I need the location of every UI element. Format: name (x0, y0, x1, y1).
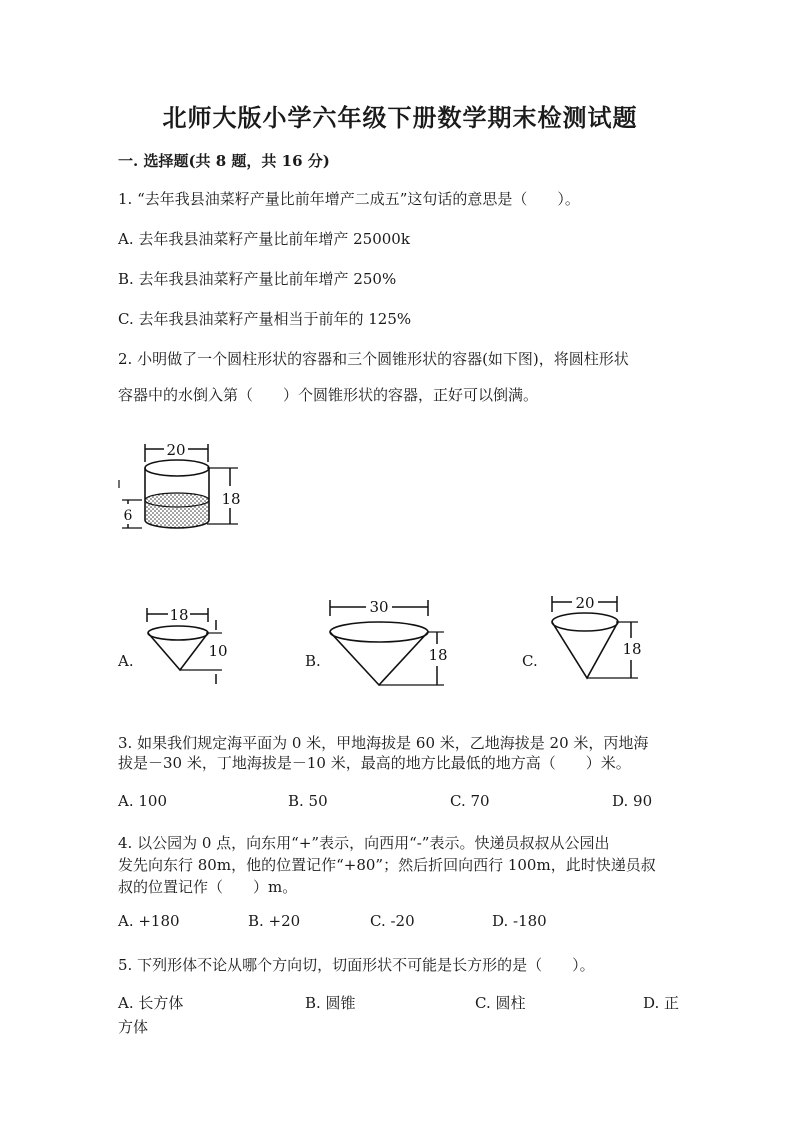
question-1-stem: 1. “去年我县油菜籽产量比前年增产二成五”这句话的意思是（ ）。 (118, 190, 580, 208)
question-3-stem-line-1: 3. 如果我们规定海平面为 0 米，甲地海拔是 60 米，乙地海拔是 20 米，丙地海 (118, 734, 649, 752)
cylinder-height-label: 18 (221, 490, 241, 508)
cylinder-water-label: 6 (123, 508, 133, 524)
cone-a-diameter-label: 18 (169, 606, 189, 624)
cylinder-diameter-label: 20 (166, 441, 186, 459)
question-2-stem-line-2: 容器中的水倒入第（ ）个圆锥形状的容器，正好可以倒满。 (118, 386, 539, 404)
cone-c-diameter-label: 20 (575, 594, 595, 612)
page-title: 北师大版小学六年级下册数学期末检测试题 (162, 103, 638, 132)
question-5-stem: 5. 下列形体不论从哪个方向切，切面形状不可能是长方形的是（ ）。 (118, 956, 595, 974)
question-4-option-b: B. +20 (248, 912, 301, 930)
cone-a-height-label: 10 (208, 642, 228, 660)
section-heading: 一. 选择题(共 8 题，共 16 分) (118, 152, 330, 170)
question-4-stem-line-2: 发先向东行 80m，他的位置记作“+80”；然后折回向西行 100m，此时快递员叔 (118, 856, 656, 874)
cone-a-figure (140, 604, 240, 688)
question-5-option-d: D. 正 (643, 994, 680, 1012)
question-4-stem-line-1: 4. 以公园为 0 点，向东用“+”表示，向西用“-”表示。快递员叔叔从公园出 (118, 834, 610, 852)
question-4-option-c: C. -20 (370, 912, 415, 930)
question-4-stem-line-3: 叔的位置记作（ ）m。 (118, 878, 298, 896)
cone-c-option-label: C. (522, 652, 538, 670)
question-4-option-d: D. -180 (492, 912, 547, 930)
question-3-option-a: A. 100 (118, 792, 167, 810)
cone-b-diameter-label: 30 (369, 598, 389, 616)
question-3-option-b: B. 50 (288, 792, 328, 810)
cone-a-option-label: A. (118, 652, 134, 670)
question-1-option-a: A. 去年我县油菜籽产量比前年增产 25000k (118, 230, 410, 248)
cone-c-height-label: 18 (622, 640, 642, 658)
cone-b-figure (326, 596, 456, 688)
question-5-option-b: B. 圆锥 (305, 994, 356, 1012)
question-5-option-c: C. 圆柱 (475, 994, 526, 1012)
question-3-stem-line-2: 拔是－30 米，丁地海拔是－10 米，最高的地方比最低的地方高（ ）米。 (118, 754, 631, 772)
question-1-option-c: C. 去年我县油菜籽产量相当于前年的 125% (118, 310, 412, 328)
question-5-option-d-wrap: 方体 (118, 1018, 149, 1036)
cone-b-height-label: 18 (428, 646, 448, 664)
question-2-stem-line-1: 2. 小明做了一个圆柱形状的容器和三个圆锥形状的容器(如下图)，将圆柱形状 (118, 350, 629, 368)
question-3-option-d: D. 90 (612, 792, 653, 810)
question-3-option-c: C. 70 (450, 792, 490, 810)
question-4-option-a: A. +180 (118, 912, 180, 930)
cylinder-figure (118, 438, 278, 548)
cone-c-figure (546, 592, 656, 684)
question-5-option-a: A. 长方体 (118, 994, 184, 1012)
cone-b-option-label: B. (305, 652, 321, 670)
question-1-option-b: B. 去年我县油菜籽产量比前年增产 250% (118, 270, 397, 288)
